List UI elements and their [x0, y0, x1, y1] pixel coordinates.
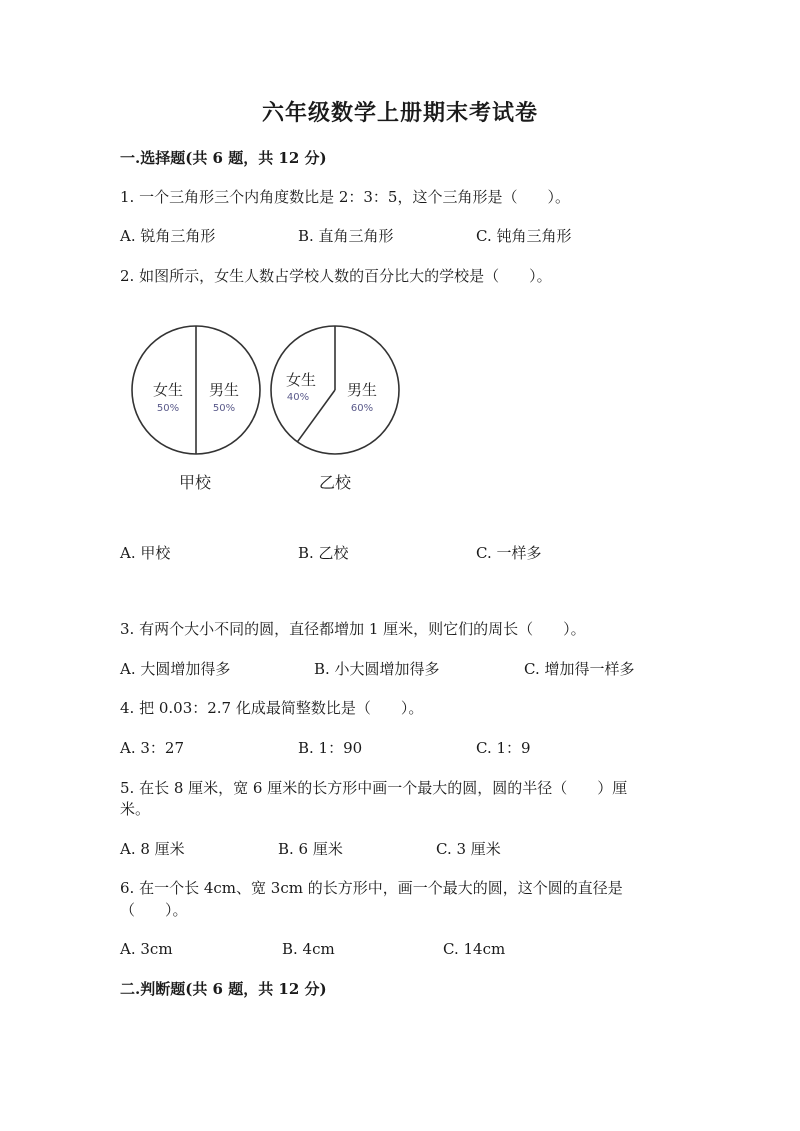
question-2-option-c[interactable]: C. 一样多 — [476, 544, 542, 562]
question-2-option-a[interactable]: A. 甲校 — [120, 544, 171, 562]
question-6-option-a[interactable]: A. 3cm — [120, 940, 173, 958]
school-a-girls-label: 女生 — [152, 381, 184, 399]
school-b-girls-label: 女生 — [285, 371, 317, 389]
question-5-option-b[interactable]: B. 6 厘米 — [278, 840, 343, 858]
school-a-name: 甲校 — [178, 473, 212, 492]
question-6-text-line2: （ ）。 — [120, 901, 188, 919]
question-6-text-line1: 6. 在一个长 4cm、宽 3cm 的长方形中，画一个最大的圆，这个圆的直径是 — [120, 879, 623, 897]
school-b-boys-pct: 60% — [350, 403, 374, 414]
question-1-option-b[interactable]: B. 直角三角形 — [298, 227, 394, 245]
school-b-boys-label: 男生 — [346, 381, 378, 399]
school-a-girls-pct: 50% — [156, 403, 180, 414]
school-a-boys-label: 男生 — [208, 381, 240, 399]
question-1-option-a[interactable]: A. 锐角三角形 — [120, 227, 216, 245]
section-heading-choice: 一.选择题(共 6 题，共 12 分) — [120, 149, 327, 167]
question-3-option-c[interactable]: C. 增加得一样多 — [524, 660, 635, 678]
question-6-option-b[interactable]: B. 4cm — [282, 940, 335, 958]
question-4-option-a[interactable]: A. 3：27 — [120, 739, 184, 757]
question-5-text-line1: 5. 在长 8 厘米，宽 6 厘米的长方形中画一个最大的圆，圆的半径（ ）厘 — [120, 779, 628, 797]
pie-figure — [128, 322, 428, 502]
question-6-option-c[interactable]: C. 14cm — [443, 940, 506, 958]
question-5-option-c[interactable]: C. 3 厘米 — [436, 840, 501, 858]
question-4-option-c[interactable]: C. 1：9 — [476, 739, 531, 757]
question-1-option-c[interactable]: C. 钝角三角形 — [476, 227, 572, 245]
question-1-text: 1. 一个三角形三个内角度数比是 2：3：5，这个三角形是（ ）。 — [120, 188, 570, 206]
question-2-text: 2. 如图所示，女生人数占学校人数的百分比大的学校是（ ）。 — [120, 267, 552, 285]
question-4-option-b[interactable]: B. 1：90 — [298, 739, 363, 757]
question-3-option-b[interactable]: B. 小大圆增加得多 — [314, 660, 440, 678]
question-5-option-a[interactable]: A. 8 厘米 — [120, 840, 185, 858]
question-3-text: 3. 有两个大小不同的圆，直径都增加 1 厘米，则它们的周长（ ）。 — [120, 620, 586, 638]
page-title: 六年级数学上册期末考试卷 — [261, 100, 538, 126]
section-heading-judgement: 二.判断题(共 6 题，共 12 分) — [120, 980, 327, 998]
question-3-option-a[interactable]: A. 大圆增加得多 — [120, 660, 231, 678]
question-4-text: 4. 把 0.03：2.7 化成最简整数比是（ ）。 — [120, 699, 424, 717]
question-2-option-b[interactable]: B. 乙校 — [298, 544, 349, 562]
school-a-boys-pct: 50% — [212, 403, 236, 414]
school-b-girls-pct: 40% — [286, 392, 310, 403]
school-b-name: 乙校 — [318, 473, 352, 492]
question-5-text-line2: 米。 — [120, 800, 151, 818]
